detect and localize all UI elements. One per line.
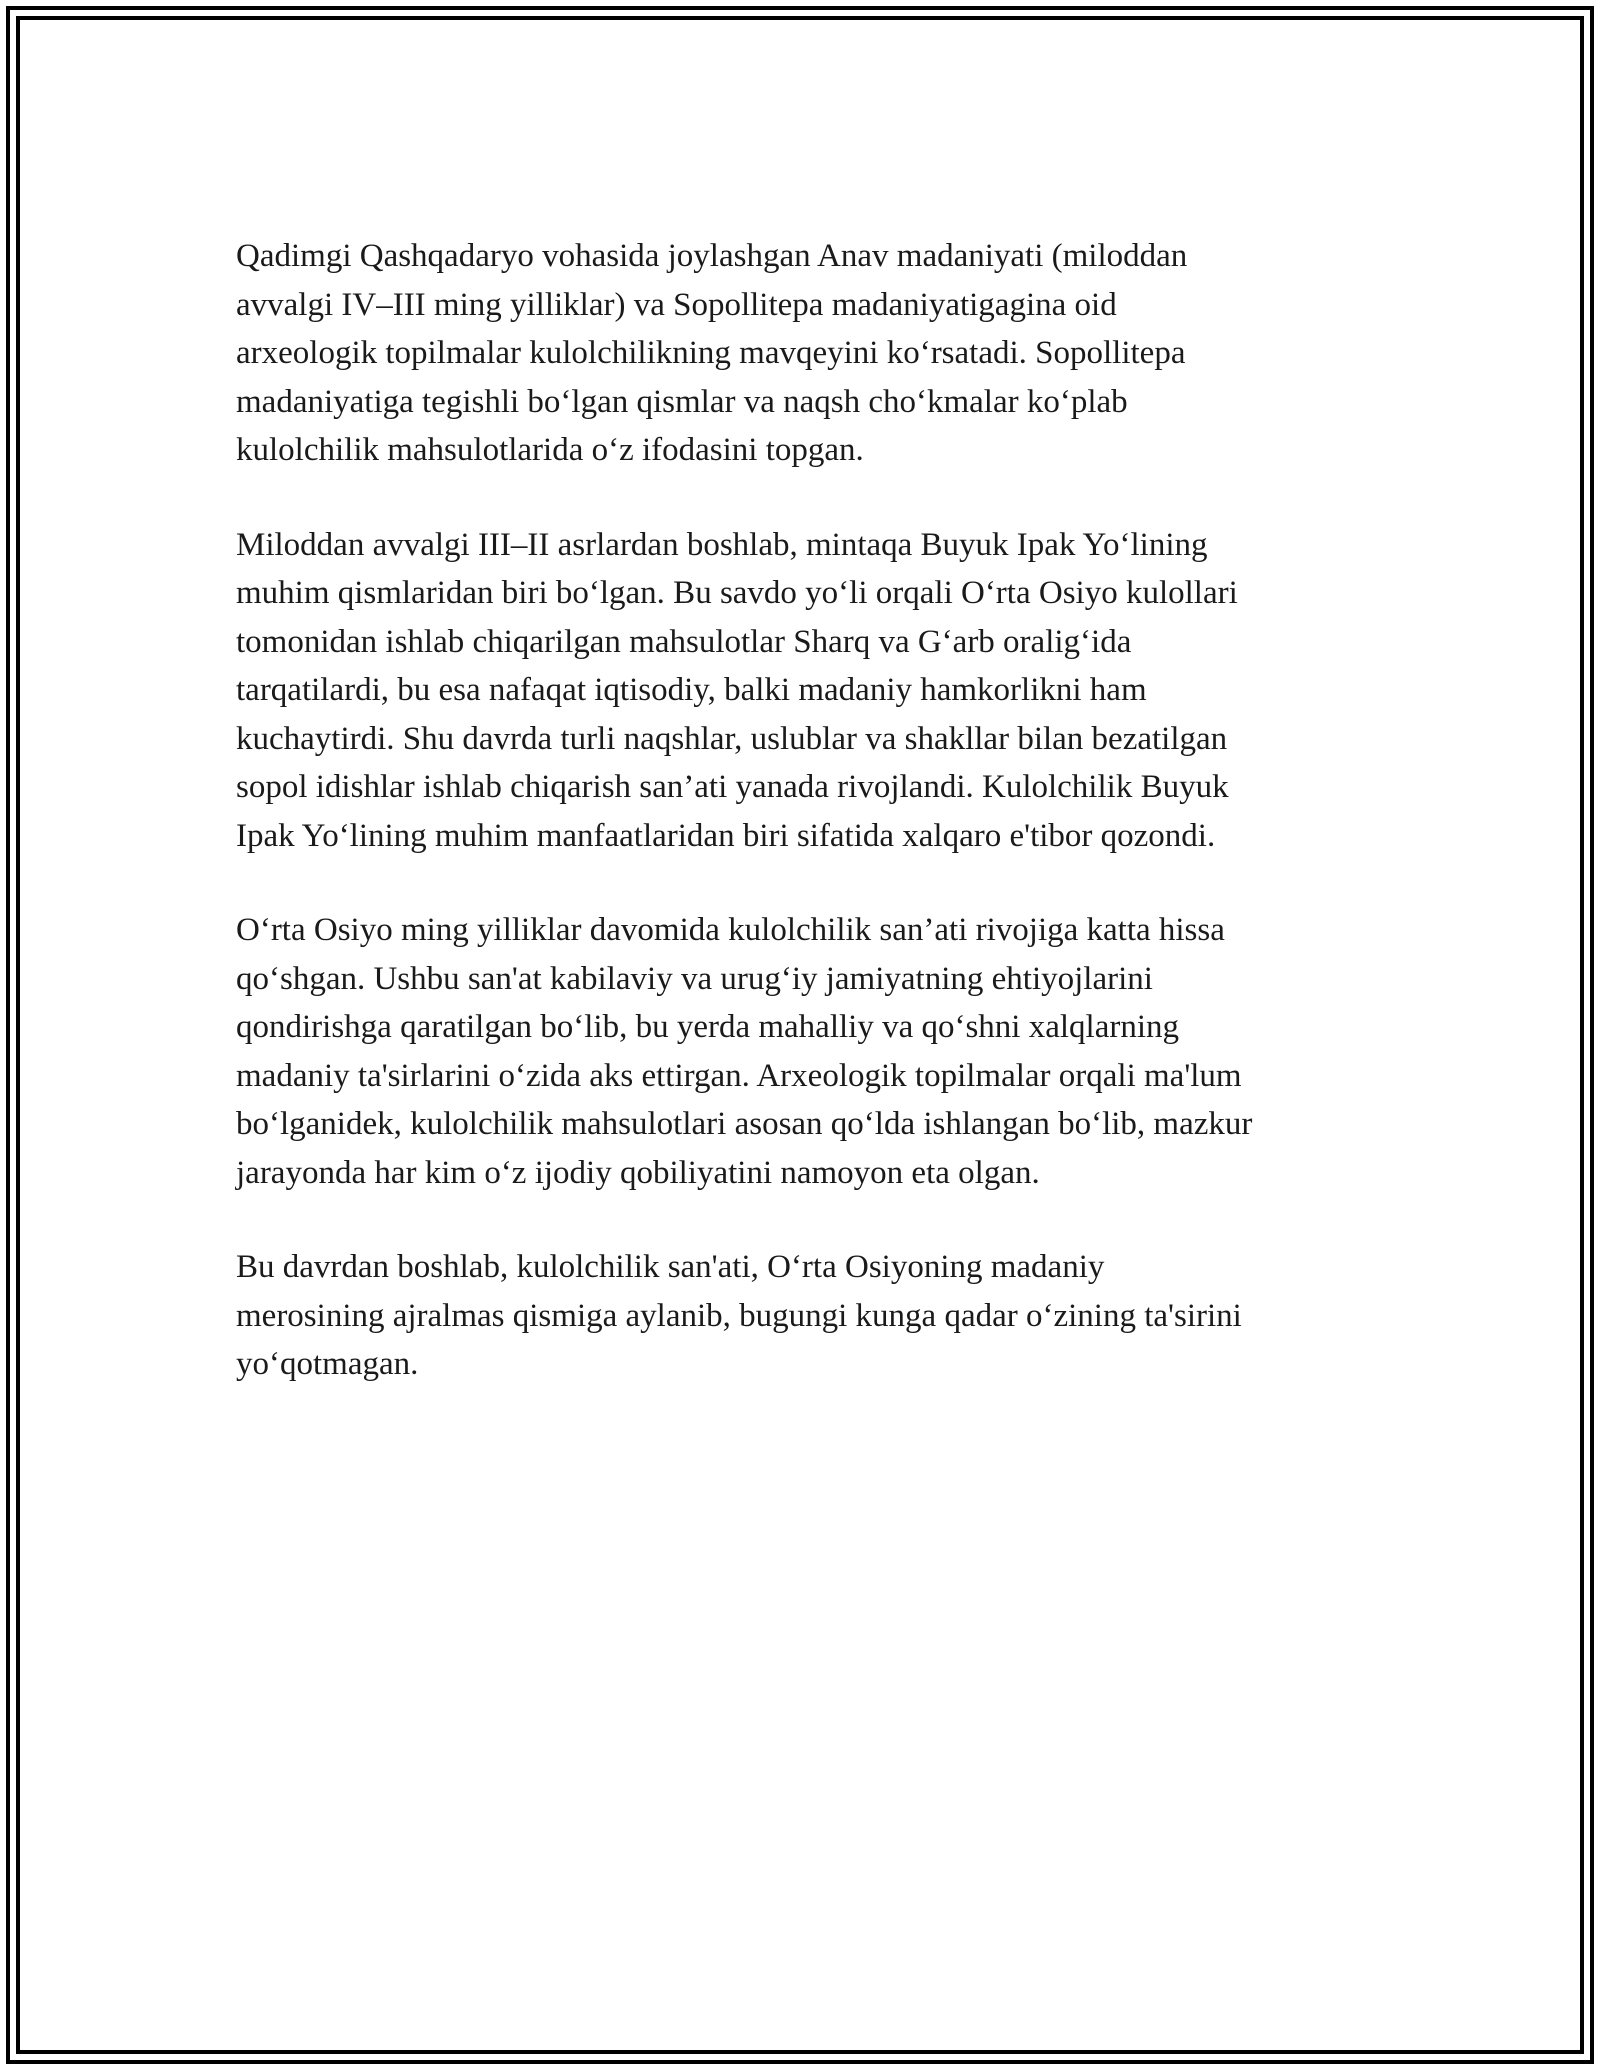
paragraph-4 <box>236 1243 1386 1389</box>
text-line: avvalgi IV–III ming yilliklar) va Sopollitepa madaniyatigagina oid <box>236 286 1117 323</box>
paragraph-2 <box>236 521 1386 861</box>
text-line: Miloddan avvalgi III–II asrlardan boshlab, mintaqa Buyuk Ipak Yoʻlining <box>236 526 1208 563</box>
text-line: kulolchilik mahsulotlarida oʻz ifodasini topgan. <box>236 432 864 468</box>
text-line: Qadimgi Qashqadaryo vohasida joylashgan Anav madaniyati (miloddan <box>236 238 1188 274</box>
text-line: kuchaytirdi. Shu davrda turli naqshlar, uslublar va shakllar bilan bezatilgan <box>236 720 1228 757</box>
text-line: tomonidan ishlab chiqarilgan mahsulotlar Sharq va Gʻarb oraligʻida <box>236 623 1132 660</box>
text-line: jarayonda har kim oʻz ijodiy qobiliyatini namoyon eta olgan. <box>236 1154 1040 1191</box>
text-line: qondirishga qaratilgan boʻlib, bu yerda mahalliy va qoʻshni xalqlarning <box>236 1009 1180 1045</box>
text-line: qoʻshgan. Ushbu san'at kabilaviy va urugʻiy jamiyatning ehtiyojlarini <box>236 960 1153 997</box>
paragraph-1 <box>236 232 1386 475</box>
text-line: Ipak Yoʻlining muhim manfaatlaridan biri sifatida xalqaro e'tibor qozondi. <box>236 817 1216 854</box>
text-line: sopol idishlar ishlab chiqarish san’ati yanada rivojlandi. Kulolchilik Buyuk <box>236 769 1229 805</box>
text-line: boʻlganidek, kulolchilik mahsulotlari asosan qoʻlda ishlangan boʻlib, mazkur <box>236 1106 1253 1142</box>
text-line: madaniy ta'sirlarini oʻzida aks ettirgan. Arxeologik topilmalar orqali ma'lum <box>236 1057 1242 1094</box>
document-body <box>236 232 1386 1435</box>
text-line: muhim qismlaridan biri boʻlgan. Bu savdo yoʻli orqali Oʻrta Osiyo kulollari <box>236 575 1238 611</box>
text-line: Oʻrta Osiyo ming yilliklar davomida kulolchilik san’ati rivojiga katta hissa <box>236 912 1225 948</box>
text-line: merosining ajralmas qismiga aylanib, bugungi kunga qadar oʻzining ta'sirini <box>236 1297 1242 1334</box>
text-line: yoʻqotmagan. <box>236 1346 419 1382</box>
text-line: Bu davrdan boshlab, kulolchilik san'ati, Oʻrta Osiyoning madaniy <box>236 1249 1105 1285</box>
paragraph-3 <box>236 906 1386 1197</box>
text-line: tarqatilardi, bu esa nafaqat iqtisodiy, balki madaniy hamkorlikni ham <box>236 672 1147 708</box>
text-line: arxeologik topilmalar kulolchilikning mavqeyini koʻrsatadi. Sopollitepa <box>236 335 1186 371</box>
text-line: madaniyatiga tegishli boʻlgan qismlar va naqsh choʻkmalar koʻplab <box>236 383 1128 420</box>
